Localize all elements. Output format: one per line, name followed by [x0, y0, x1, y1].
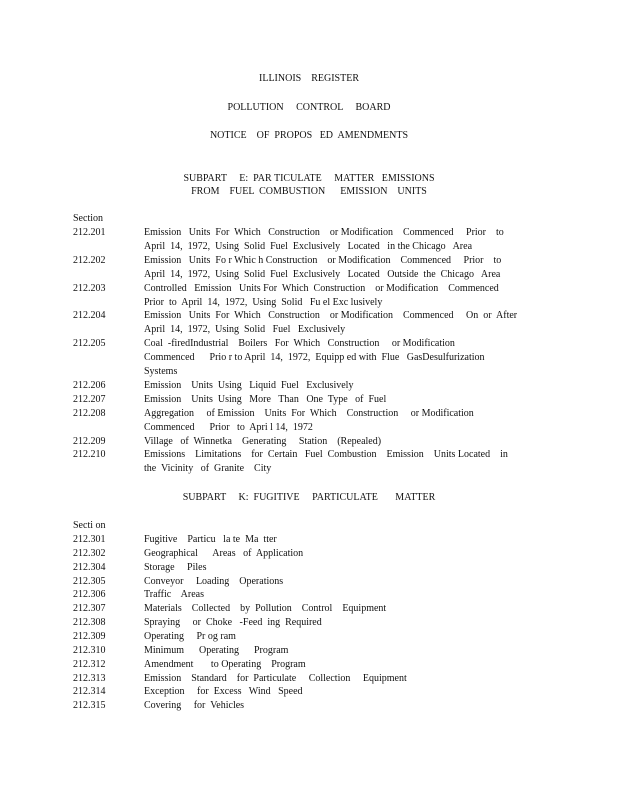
register-title: ILLINOIS REGISTER	[259, 73, 359, 84]
section-entry	[73, 435, 553, 449]
section-number: 212.309	[73, 630, 106, 642]
section-number: 212.314	[73, 686, 106, 698]
section-title: Emission Units For Which Construction or Modification Commenced Prior to April 14, 1972, Using Solid Fuel Exclusively Located in the Chicago Area	[144, 227, 504, 252]
section-number: 212.205	[73, 338, 106, 350]
section-number: 212.201	[73, 227, 106, 238]
section-title: Emissions Limitations for Certain Fuel Combustion Emission Units Located in the Vicinity of Granite City	[144, 449, 508, 475]
section-entry	[73, 658, 553, 672]
section-title: Controlled Emission Units For Which Construction or Modification Commenced Prior to April 14, 1972, Using Solid Fu el Exc lusively	[144, 282, 499, 308]
section-entry	[73, 685, 553, 699]
section-title: Emission Units Using More Than One Type of Fuel	[144, 393, 387, 405]
section-number: 212.207	[73, 393, 106, 405]
section-number: 212.206	[73, 379, 106, 391]
section-entry	[73, 448, 553, 476]
section-entry	[73, 630, 553, 644]
subpart-k-title: SUBPART K: FUGITIVE PARTICULATE MATTER	[182, 492, 436, 503]
section-entry	[73, 588, 553, 602]
section-number: 212.210	[73, 449, 106, 461]
section-title: Geographical Areas of Application	[144, 547, 304, 559]
section-number: 212.307	[73, 603, 106, 615]
section-title: Materials Collected by Pollution Control Equipment	[144, 603, 387, 615]
section-entry	[73, 393, 553, 407]
section-entry	[73, 547, 553, 561]
section-entry	[73, 407, 553, 435]
section-entry	[73, 602, 553, 616]
section-number: 212.202	[73, 254, 106, 266]
section-title: Emission Units Fo r Whic h Construction or Modification Commenced Prior to April 14, 1972, Using Solid Fuel Exclusively Located Outside the Chicago Area	[144, 254, 502, 280]
section-entry	[73, 337, 553, 379]
section-number: 212.313	[73, 672, 106, 684]
section-title: Exception for Excess Wind Speed	[144, 686, 303, 698]
section-title: Amendment to Operating Program	[144, 658, 306, 670]
section-number: 212.209	[73, 435, 106, 447]
section-entry	[73, 254, 553, 282]
section-number: 212.308	[73, 617, 106, 629]
section-number: 212.312	[73, 658, 106, 670]
section-entry	[73, 616, 553, 630]
section-title: Emission Standard for Particulate Collection Equipment	[144, 672, 407, 684]
section-label: Secti on	[73, 520, 106, 531]
section-title: Storage Piles	[144, 561, 207, 573]
section-number: 212.306	[73, 589, 106, 601]
section-number: 212.208	[73, 407, 106, 419]
section-title: Aggregation of Emission Units For Which Construction or Modification Commenced Prior to Apri l 14, 1972	[144, 407, 474, 433]
section-entry	[73, 379, 553, 393]
section-entry	[73, 282, 553, 310]
section-title: Traffic Areas	[144, 589, 204, 601]
section-title: Village of Winnetka Generating Station (Repealed)	[144, 435, 382, 447]
section-title: Conveyor Loading Operations	[144, 575, 284, 587]
section-entry	[73, 699, 553, 713]
section-entry	[73, 561, 553, 575]
section-title: Minimum Operating Program	[144, 644, 289, 656]
subpart-e-title-line2: FROM FUEL COMBUSTION EMISSION UNITS	[191, 186, 427, 197]
section-title: Emission Units For Which Construction or Modification Commenced On or After April 14, 1972, Using Solid Fuel Exclusively	[144, 310, 518, 336]
board-title: POLLUTION CONTROL BOARD	[227, 102, 391, 113]
section-title: Emission Units Using Liquid Fuel Exclusively	[144, 379, 354, 391]
section-entry	[73, 672, 553, 686]
section-number: 212.305	[73, 575, 106, 587]
section-number: 212.304	[73, 561, 106, 573]
section-number: 212.302	[73, 547, 106, 559]
section-title: Fugitive Particu la te Ma tter	[144, 534, 277, 545]
section-title: Coal -firedIndustrial Boilers For Which Construction or Modification Commenced Prio r to April 14, 1972, Equipp ed with Flue GasDesulfurization Systems	[144, 338, 485, 378]
section-number: 212.301	[73, 534, 106, 545]
section-title: Spraying or Choke -Feed ing Required	[144, 617, 322, 629]
section-label: Section	[73, 213, 103, 224]
section-entry	[73, 575, 553, 589]
section-entry	[73, 226, 553, 254]
subpart-e-title-line1: SUBPART E: PAR TICULATE MATTER EMISSIONS	[183, 173, 435, 184]
section-entry	[73, 533, 553, 547]
section-title: Covering for Vehicles	[144, 700, 245, 712]
section-number: 212.315	[73, 700, 106, 712]
section-entry	[73, 644, 553, 658]
section-entry	[73, 309, 553, 337]
notice-title: NOTICE OF PROPOS ED AMENDMENTS	[209, 130, 409, 141]
section-number: 212.204	[73, 310, 106, 322]
section-number: 212.203	[73, 282, 106, 294]
section-number: 212.310	[73, 644, 106, 656]
section-title: Operating Pr og ram	[144, 630, 236, 642]
